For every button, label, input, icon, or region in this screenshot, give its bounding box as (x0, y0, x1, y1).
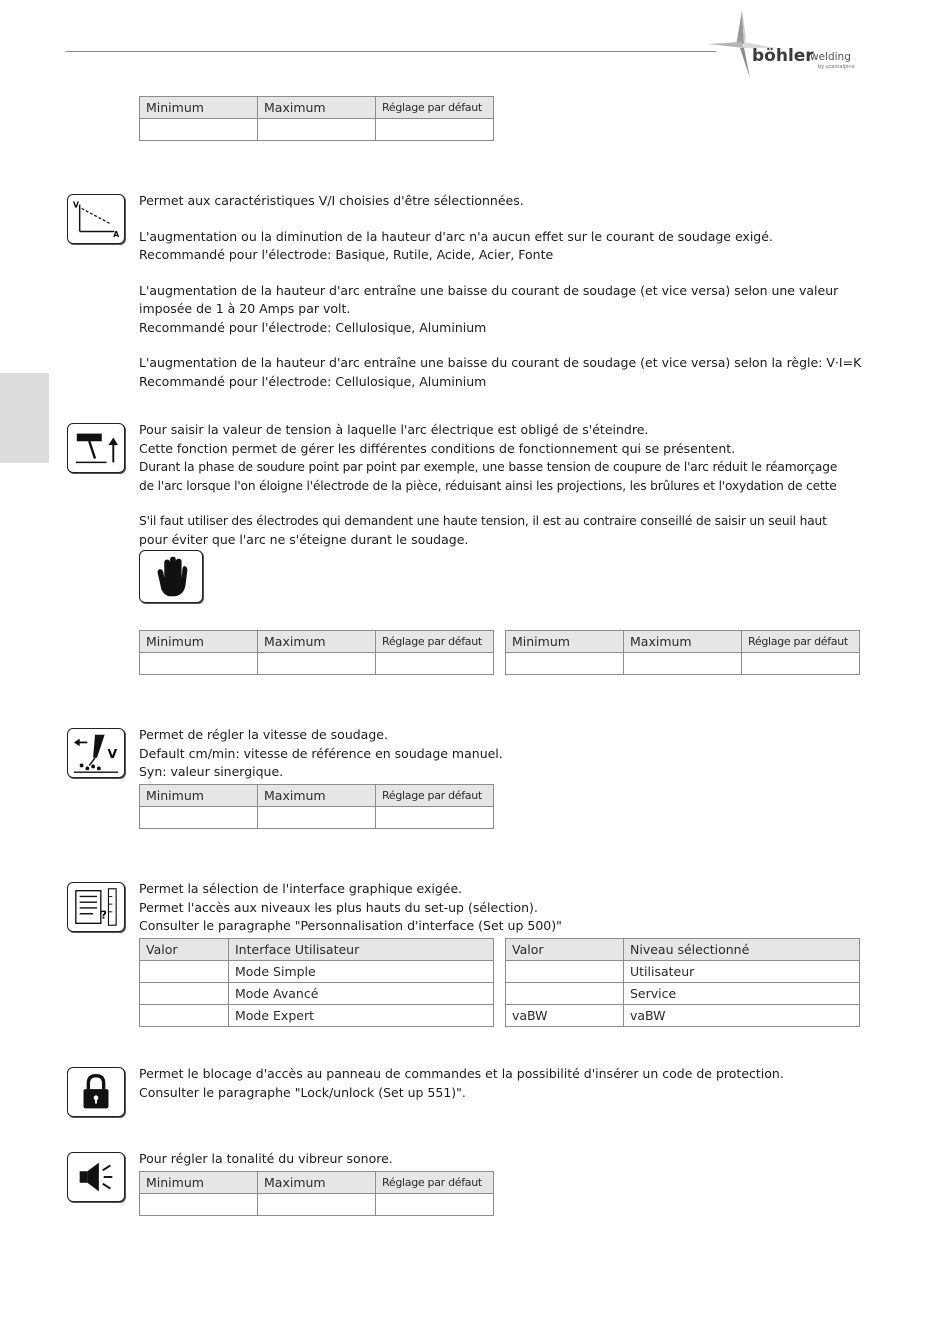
text-line: Permet le blocage d'accès au panneau de commandes et la possibilité d'insérer un code de protection. (139, 1066, 784, 1081)
th-default: Réglage par défaut (376, 1172, 494, 1194)
text-line: Durant la phase de soudure point par point par exemple, une basse tension de coupure de l'arc réduit le réamorçage (139, 460, 838, 474)
vi-description (139, 192, 864, 391)
th-maximum: Maximum (258, 631, 376, 653)
brand-logo (706, 8, 866, 80)
text-line: L'augmentation de la hauteur d'arc entraîne une baisse du courant de soudage (et vice versa) selon la règle: V·I=K (139, 355, 862, 370)
table-5 (139, 1171, 494, 1216)
welding-speed-icon (67, 728, 125, 778)
th-default: Réglage par défaut (376, 97, 494, 119)
text-line: Recommandé pour l'électrode: Cellulosique, Aluminium (139, 373, 487, 389)
brand-main: böhler (752, 46, 814, 66)
vi-characteristic-icon (67, 194, 125, 244)
svg-text:?: ? (100, 909, 107, 922)
th-maximum: Maximum (624, 631, 742, 653)
text-line: Pour régler la tonalité du vibreur sonore. (139, 1151, 393, 1166)
cell: Mode Expert (229, 1005, 494, 1027)
th-minimum: Minimum (140, 631, 258, 653)
table-3 (505, 630, 860, 675)
text-line: Pour saisir la valeur de tension à laquelle l'arc électrique est obligé de s'éteindre. (139, 422, 649, 437)
cell: Service (624, 983, 860, 1005)
table-1 (139, 96, 494, 141)
header-rule (66, 51, 716, 52)
cell: Mode Simple (229, 961, 494, 983)
cell (506, 983, 624, 1005)
text-line: Consulter le paragraphe "Personnalisation d'interface (Set up 500)" (139, 918, 562, 933)
brand-tag: by voestalpine (818, 64, 855, 70)
text-line: Recommandé pour l'électrode: Basique, Rutile, Acide, Acier, Fonte (139, 247, 554, 262)
text-line: S'il faut utiliser des électrodes qui demandent une haute tension, il est au contraire conseillé de saisir un seuil haut (139, 514, 827, 528)
table-row (140, 1005, 494, 1027)
table-row (506, 1005, 860, 1027)
svg-text:A: A (113, 230, 120, 240)
th-level: Niveau sélectionné (624, 939, 860, 961)
side-tab (0, 373, 49, 463)
th-maximum: Maximum (258, 97, 376, 119)
table-row (140, 961, 494, 983)
text-line: Recommandé pour l'électrode: Cellulosique, Aluminium (139, 319, 487, 335)
th-minimum: Minimum (140, 97, 258, 119)
th-minimum: Minimum (140, 785, 258, 807)
svg-text:V: V (107, 745, 118, 761)
table-row (506, 961, 860, 983)
padlock-icon (67, 1067, 125, 1117)
cell: vaBW (624, 1005, 860, 1027)
text-line: Cette fonction permet de gérer les différentes conditions de fonctionnement qui se présentent. (139, 440, 736, 456)
buzzer-icon (67, 1152, 125, 1202)
text-line: Permet aux caractéristiques V/I choisies d'être sélectionnées. (139, 193, 524, 208)
speed-description (139, 726, 864, 782)
cell: vaBW (506, 1005, 624, 1027)
svg-text:V: V (72, 200, 79, 210)
buzzer-description (139, 1150, 864, 1169)
th-maximum: Maximum (258, 1172, 376, 1194)
table-4 (139, 784, 494, 829)
text-line: Syn: valeur sinergique. (139, 764, 284, 779)
text-line: Permet l'accès aux niveaux les plus hauts du set-up (sélection). (139, 899, 538, 915)
table-row (140, 983, 494, 1005)
text-line: Permet la sélection de l'interface graphique exigée. (139, 881, 463, 896)
th-valor: Valor (506, 939, 624, 961)
cell (140, 983, 229, 1005)
cell (140, 961, 229, 983)
text-line: Default cm/min: vitesse de référence en soudage manuel. (139, 745, 503, 761)
text-line: de l'arc lorsque l'on éloigne l'électrode de la pièce, réduisant ainsi les projections, les brûlures et l'oxydation de cette (139, 478, 837, 493)
th-default: Réglage par défaut (742, 631, 860, 653)
brand-sub: welding (810, 51, 851, 63)
th-minimum: Minimum (140, 1172, 258, 1194)
cell: Mode Avancé (229, 983, 494, 1005)
cell: Utilisateur (624, 961, 860, 983)
cell (140, 1005, 229, 1027)
table-interface (139, 938, 494, 1027)
th-maximum: Maximum (258, 785, 376, 807)
table-2 (139, 630, 494, 675)
table-level (505, 938, 860, 1027)
text-line: Consulter le paragraphe "Lock/unlock (Set up 551)". (139, 1084, 466, 1100)
text-line: L'augmentation ou la diminution de la hauteur d'arc n'a aucun effet sur le courant de soudage exigé. (139, 228, 773, 244)
table-row (506, 983, 860, 1005)
arc-description (139, 421, 864, 549)
text-line: Permet de régler la vitesse de soudage. (139, 727, 388, 742)
text-line: imposée de 1 à 20 Amps par volt. (139, 301, 351, 316)
lock-description (139, 1065, 864, 1102)
th-default: Réglage par défaut (376, 631, 494, 653)
th-default: Réglage par défaut (376, 785, 494, 807)
arc-cutoff-icon (67, 423, 125, 473)
th-interface: Interface Utilisateur (229, 939, 494, 961)
cell (506, 961, 624, 983)
stop-hand-icon (139, 550, 203, 603)
text-line: pour éviter que l'arc ne s'éteigne durant le soudage. (139, 531, 469, 547)
text-line: L'augmentation de la hauteur d'arc entraîne une baisse du courant de soudage (et vice versa) selon une valeur (139, 282, 839, 298)
interface-description (139, 880, 864, 936)
th-valor: Valor (140, 939, 229, 961)
interface-selection-icon (67, 882, 125, 932)
th-minimum: Minimum (506, 631, 624, 653)
